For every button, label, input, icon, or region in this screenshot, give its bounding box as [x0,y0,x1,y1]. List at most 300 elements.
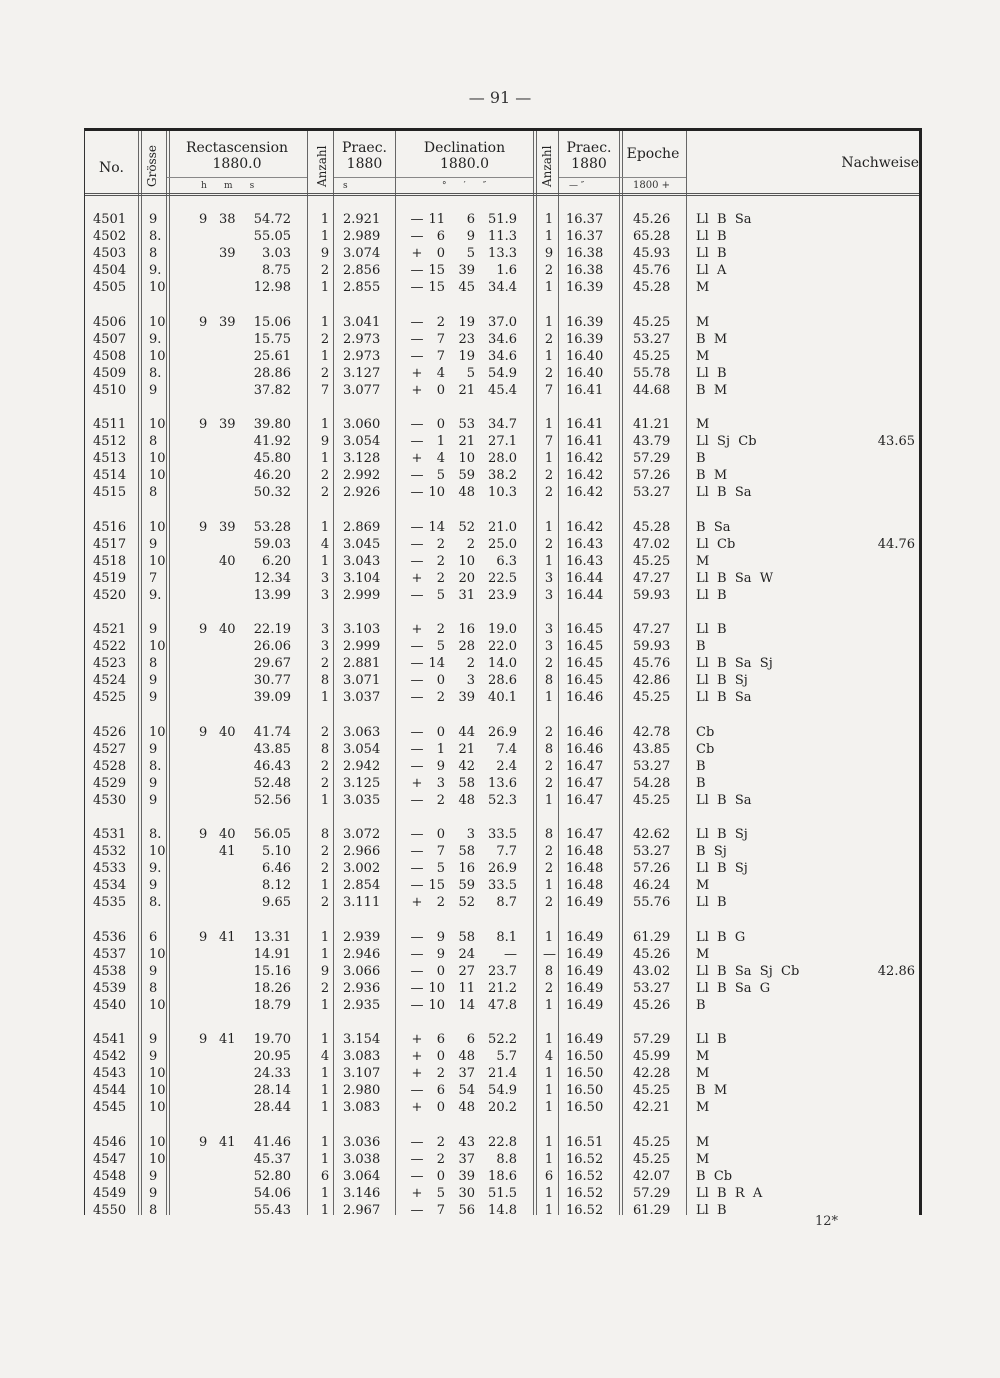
ra-count-cell: 1 [320,553,330,569]
dec-sign-cell: + [411,570,423,586]
ra-precession-cell: 3.002 [343,861,381,876]
magnitude-cell: 10 [149,314,166,330]
dec-seconds-cell: 33.5 [488,878,517,893]
table-row [85,587,919,604]
dec-minutes-cell: 5 [466,246,475,261]
dec-seconds-cell: 54.9 [488,1083,517,1098]
dec-degrees-cell: 15 [428,280,445,295]
dec-seconds-cell: 8.1 [496,929,517,945]
star-number-cell: 4543 [93,1066,127,1081]
ra-seconds-cell: 26.06 [253,639,291,654]
ra-count-cell: 2 [320,895,330,910]
ra-precession-cell: 2.881 [343,656,381,671]
ra-precession-cell: 3.154 [343,1032,381,1047]
table-row [85,1151,919,1168]
dec-precession-cell: 16.44 [566,587,604,603]
references-cell: Ll B [696,1202,727,1218]
epoch-cell: 45.25 [633,1134,671,1150]
references-cell: Ll A [696,263,727,278]
references-cell: Ll B Sa [696,792,752,808]
star-number-cell: 4535 [93,895,127,910]
table-row [85,860,919,877]
table-row [85,1065,919,1082]
dec-minutes-cell: 9 [466,229,475,244]
ra-minutes-cell: 41 [219,1134,236,1150]
epoch-cell: 59.93 [633,639,671,654]
dec-precession-cell: 16.41 [566,417,604,432]
ra-seconds-cell: 18.79 [253,997,291,1013]
dec-count-cell: 6 [544,1168,554,1184]
ra-precession-cell: 3.041 [343,314,381,330]
dec-minutes-cell: 21 [458,434,475,449]
dec-count-cell: 2 [544,980,554,996]
star-catalogue-table [84,128,922,1218]
dec-seconds-cell: 10.3 [488,485,517,500]
dec-degrees-cell: 0 [436,1100,445,1115]
ra-hours-cell: 9 [199,724,208,740]
dec-precession-cell: 16.52 [566,1202,604,1218]
ra-seconds-cell: 46.43 [253,758,291,774]
magnitude-cell: 9 [149,1049,158,1064]
ra-seconds-cell: 20.95 [253,1049,291,1064]
magnitude-cell: 9 [149,963,158,979]
magnitude-cell: 10 [149,1151,166,1167]
table-row [85,792,919,809]
ra-count-cell: 1 [320,212,330,227]
dec-seconds-cell: 19.0 [488,622,517,637]
epoch-cell: 57.29 [633,1032,671,1047]
dec-precession-cell: 16.41 [566,434,604,449]
dec-count-cell: 2 [544,895,554,910]
epoch-cell: 45.26 [633,946,671,962]
ra-minutes-cell: 41 [219,929,236,945]
ra-count-cell: 1 [320,519,330,535]
table-row [85,331,919,348]
references-cell: M [696,1151,710,1167]
table-row [85,963,919,980]
table-row [85,1099,919,1116]
magnitude-cell: 6 [149,929,158,945]
table-row [85,228,919,245]
magnitude-cell: 10 [149,451,166,466]
ra-count-cell: 7 [320,382,330,398]
references-cell: B [696,775,706,791]
ra-hours-cell: 9 [199,1032,208,1047]
ra-count-cell: 2 [320,844,330,859]
ra-precession-cell: 3.077 [343,382,381,398]
dec-precession-cell: 16.48 [566,878,604,893]
header-anzahl-2: Anzahl [540,145,554,187]
table-row [85,314,919,331]
ra-hours-cell: 9 [199,622,208,637]
header-decl-units: ° ′ ″ [442,181,487,191]
dec-precession-cell: 16.40 [566,348,604,364]
dec-minutes-cell: 37 [458,1151,475,1167]
header-ra: Rectascension [185,140,289,156]
dec-minutes-cell: 31 [458,587,475,603]
ra-count-cell: 4 [320,1049,330,1064]
header-ra-units: h m s [201,181,255,191]
dec-degrees-cell: 0 [436,246,445,261]
ra-seconds-cell: 15.75 [253,331,291,347]
magnitude-cell: 8 [149,246,158,261]
ra-count-cell: 2 [320,980,330,996]
dec-sign-cell: + [411,1185,423,1201]
dec-minutes-cell: 37 [458,1066,475,1081]
star-number-cell: 4526 [93,724,127,740]
ra-count-cell: 1 [320,1151,330,1167]
dec-degrees-cell: 7 [436,331,445,347]
epoch-cell: 41.21 [633,417,671,432]
star-number-cell: 4502 [93,229,127,244]
star-number-cell: 4519 [93,570,127,586]
dec-count-cell: 2 [544,331,554,347]
table-row [85,1168,919,1185]
table-row [85,655,919,672]
ra-seconds-cell: 52.56 [253,792,291,808]
dec-degrees-cell: 2 [436,536,445,552]
dec-sign-cell: + [411,1100,423,1115]
dec-degrees-cell: 0 [436,1049,445,1064]
table-row [85,433,919,450]
header-nachweise: Nachweise [841,155,919,171]
ra-precession-cell: 3.071 [343,673,381,688]
dec-count-cell: 1 [544,553,554,569]
references-cell: Ll B G [696,929,746,945]
dec-seconds-cell: 6.3 [496,553,517,569]
star-number-cell: 4530 [93,792,127,808]
dec-count-cell: 1 [544,1185,554,1201]
references-cell: Ll B Sa G [696,980,771,996]
epoch-cell: 42.07 [633,1168,671,1184]
dec-precession-cell: 16.42 [566,468,604,483]
dec-sign-cell: + [411,1032,423,1047]
ra-seconds-cell: 18.26 [253,980,291,996]
dec-degrees-cell: 3 [436,775,445,791]
dec-count-cell: 3 [544,587,554,603]
ra-seconds-cell: 28.86 [253,365,291,381]
magnitude-cell: 8. [149,758,162,774]
table-row [85,980,919,997]
epoch-cell: 45.25 [633,314,671,330]
dec-degrees-cell: 15 [428,878,445,893]
dec-seconds-cell: 21.4 [488,1066,517,1081]
references-cell: M [696,1134,710,1150]
signature-mark: 12* [814,1214,838,1229]
ra-count-cell: 3 [320,570,330,586]
table-row [85,689,919,706]
ra-minutes-cell: 41 [219,844,236,859]
table-row [85,382,919,399]
dec-precession-cell: 16.50 [566,1066,604,1081]
dec-sign-cell: + [411,382,423,398]
epoch-cell: 46.24 [633,878,671,893]
dec-minutes-cell: 43 [458,1134,475,1150]
star-number-cell: 4528 [93,758,127,774]
ra-precession-cell: 3.035 [343,792,381,808]
ra-count-cell: 1 [320,348,330,364]
dec-degrees-cell: 15 [428,263,445,278]
dec-degrees-cell: 2 [436,553,445,569]
ra-precession-cell: 2.973 [343,348,381,364]
dec-seconds-cell: — [504,946,517,962]
dec-precession-cell: 16.39 [566,331,604,347]
dec-degrees-cell: 5 [436,468,445,483]
dec-count-cell: 1 [544,212,554,227]
epoch-cell: 47.27 [633,570,671,586]
dec-sign-cell: — [410,1134,424,1150]
magnitude-cell: 9 [149,673,158,688]
ra-precession-cell: 3.045 [343,536,381,552]
dec-count-cell: 1 [544,1083,554,1098]
ra-count-cell: 2 [320,758,330,774]
dec-sign-cell: — [410,1083,424,1098]
dec-minutes-cell: 58 [458,844,475,859]
header-praec-2: Praec. [566,140,612,156]
dec-sign-cell: — [410,212,424,227]
ra-count-cell: 1 [320,1032,330,1047]
dec-seconds-cell: 37.0 [488,314,517,330]
dec-minutes-cell: 48 [458,792,475,808]
dec-sign-cell: — [410,997,424,1013]
dec-sign-cell: — [410,724,424,740]
references-cell: Ll B Sa [696,485,752,500]
dec-seconds-cell: 26.9 [488,724,517,740]
ra-seconds-cell: 41.92 [253,434,291,449]
dec-seconds-cell: 45.4 [488,382,517,398]
magnitude-cell: 8 [149,434,158,449]
dec-minutes-cell: 23 [458,331,475,347]
dec-count-cell: 2 [544,724,554,740]
dec-seconds-cell: 38.2 [488,468,517,483]
ra-precession-cell: 3.036 [343,1134,381,1150]
star-number-cell: 4547 [93,1151,127,1167]
epoch-cell: 42.28 [633,1066,671,1081]
dec-count-cell: 2 [544,775,554,791]
ra-count-cell: 1 [320,929,330,945]
epoch-cell: 61.29 [633,929,671,945]
star-number-cell: 4525 [93,690,127,705]
dec-degrees-cell: 2 [436,570,445,586]
star-number-cell: 4511 [93,417,127,432]
references-cell: Ll B [696,246,727,261]
ra-precession-cell: 2.869 [343,519,381,535]
star-number-cell: 4545 [93,1100,127,1115]
ra-precession-cell: 2.966 [343,844,381,859]
dec-seconds-cell: 14.0 [488,656,517,671]
dec-count-cell: 1 [544,229,554,244]
magnitude-cell: 9 [149,1168,158,1184]
ra-seconds-cell: 28.44 [253,1100,291,1115]
epoch-cell: 57.26 [633,468,671,483]
epoch-cell: 45.76 [633,263,671,278]
references-cell: M [696,946,710,962]
ra-seconds-cell: 5.10 [262,844,291,859]
dec-minutes-cell: 54 [458,1083,475,1098]
magnitude-cell: 9 [149,536,158,552]
ra-count-cell: 2 [320,485,330,500]
dec-minutes-cell: 39 [458,690,475,705]
header-praec-unit: s [343,181,348,191]
ra-seconds-cell: 15.06 [253,314,291,330]
epoch-cell: 43.02 [633,963,671,979]
ra-count-cell: 2 [320,656,330,671]
dec-count-cell: 1 [544,878,554,893]
dec-precession-cell: 16.43 [566,553,604,569]
dec-seconds-cell: 34.6 [488,348,517,364]
magnitude-cell: 8. [149,895,162,910]
star-number-cell: 4533 [93,861,127,876]
dec-precession-cell: 16.38 [566,246,604,261]
dec-count-cell: 1 [544,519,554,535]
magnitude-cell: 9 [149,1185,158,1201]
table-row [85,211,919,228]
table-row [85,365,919,382]
table-row [85,450,919,467]
dec-seconds-cell: 20.2 [488,1100,517,1115]
star-number-cell: 4542 [93,1049,127,1064]
ra-minutes-cell: 39 [219,417,236,432]
ra-minutes-cell: 39 [219,314,236,330]
magnitude-cell: 8 [149,485,158,500]
ra-count-cell: 8 [320,673,330,688]
ra-seconds-cell: 22.19 [253,622,291,637]
dec-minutes-cell: 58 [458,775,475,791]
ra-precession-cell: 3.072 [343,827,381,842]
dec-sign-cell: + [411,451,423,466]
dec-precession-cell: 16.50 [566,1049,604,1064]
ra-count-cell: 2 [320,365,330,381]
dec-precession-cell: 16.52 [566,1168,604,1184]
table-row [85,826,919,843]
dec-count-cell: 2 [544,656,554,671]
ra-seconds-cell: 39.09 [253,690,291,705]
magnitude-cell: 10 [149,1134,166,1150]
table-row [85,758,919,775]
epoch-cell: 45.26 [633,997,671,1013]
ra-count-cell: 1 [320,997,330,1013]
dec-seconds-cell: 18.6 [488,1168,517,1184]
magnitude-cell: 10 [149,553,166,569]
ra-precession-cell: 2.942 [343,758,381,774]
dec-degrees-cell: 11 [428,212,445,227]
dec-degrees-cell: 2 [436,1134,445,1150]
dec-precession-cell: 16.40 [566,365,604,381]
dec-minutes-cell: 28 [458,639,475,654]
references-cell: Ll B Sa Sj Cb [696,963,800,979]
star-number-cell: 4512 [93,434,127,449]
ra-hours-cell: 9 [199,519,208,535]
table-row [85,741,919,758]
dec-minutes-cell: 48 [458,1049,475,1064]
ra-seconds-cell: 29.67 [253,656,291,671]
references-cell: B [696,997,706,1013]
table-header [85,131,919,196]
dec-sign-cell: — [410,485,424,500]
table-row [85,929,919,946]
dec-degrees-cell: 10 [428,485,445,500]
table-row [85,1185,919,1202]
dec-sign-cell: — [410,417,424,432]
dec-sign-cell: — [410,690,424,705]
ra-seconds-cell: 12.34 [253,570,291,586]
magnitude-cell: 10 [149,1083,166,1098]
ra-seconds-cell: 3.03 [262,246,291,261]
dec-degrees-cell: 7 [436,348,445,364]
dec-seconds-cell: 22.0 [488,639,517,654]
dec-sign-cell: + [411,895,423,910]
magnitude-cell: 9. [149,587,162,603]
dec-precession-cell: 16.51 [566,1134,604,1150]
header-decl-epoch: 1880.0 [440,156,489,172]
ra-precession-cell: 3.146 [343,1185,381,1201]
epoch-cell: 45.99 [633,1049,671,1064]
dec-precession-cell: 16.49 [566,997,604,1013]
ra-precession-cell: 2.989 [343,229,381,244]
magnitude-cell: 8. [149,827,162,842]
dec-minutes-cell: 30 [458,1185,475,1201]
star-number-cell: 4518 [93,553,127,569]
ra-minutes-cell: 39 [219,246,236,261]
ra-count-cell: 2 [320,331,330,347]
dec-degrees-cell: 1 [436,741,445,757]
ra-seconds-cell: 45.80 [253,451,291,466]
ra-precession-cell: 2.967 [343,1202,381,1218]
ra-precession-cell: 3.074 [343,246,381,261]
star-number-cell: 4550 [93,1202,127,1218]
dec-precession-cell: 16.50 [566,1083,604,1098]
dec-minutes-cell: 27 [458,963,475,979]
references-cell: M [696,1066,710,1081]
dec-seconds-cell: 1.6 [496,263,517,278]
dec-sign-cell: + [411,1049,423,1064]
dec-sign-cell: — [410,348,424,364]
dec-sign-cell: — [410,1168,424,1184]
dec-precession-cell: 16.44 [566,570,604,586]
star-number-cell: 4544 [93,1083,127,1098]
dec-sign-cell: — [410,434,424,449]
ra-seconds-cell: 39.80 [253,417,291,432]
references-cell: M [696,1049,710,1064]
dec-degrees-cell: 2 [436,690,445,705]
dec-precession-cell: 16.49 [566,963,604,979]
ra-minutes-cell: 39 [219,519,236,535]
dec-sign-cell: — [410,1151,424,1167]
dec-minutes-cell: 3 [466,673,475,688]
table-row [85,638,919,655]
dec-minutes-cell: 16 [458,622,475,637]
dec-precession-cell: 16.48 [566,844,604,859]
star-number-cell: 4517 [93,536,127,552]
epoch-cell: 55.78 [633,365,671,381]
dec-precession-cell: 16.46 [566,690,604,705]
dec-seconds-cell: 23.9 [488,587,517,603]
epoch-cell: 47.02 [633,536,671,552]
table-row [85,843,919,860]
dec-count-cell: 1 [544,1202,554,1218]
dec-sign-cell: — [410,587,424,603]
dec-precession-cell: 16.45 [566,673,604,688]
table-row [85,1134,919,1151]
dec-seconds-cell: 23.7 [488,963,517,979]
ra-count-cell: 1 [320,417,330,432]
dec-seconds-cell: 14.8 [488,1202,517,1218]
star-number-cell: 4540 [93,997,127,1013]
magnitude-cell: 10 [149,280,166,295]
star-number-cell: 4522 [93,639,127,654]
header-praec-2-unit: — ″ [569,181,585,191]
dec-precession-cell: 16.52 [566,1151,604,1167]
